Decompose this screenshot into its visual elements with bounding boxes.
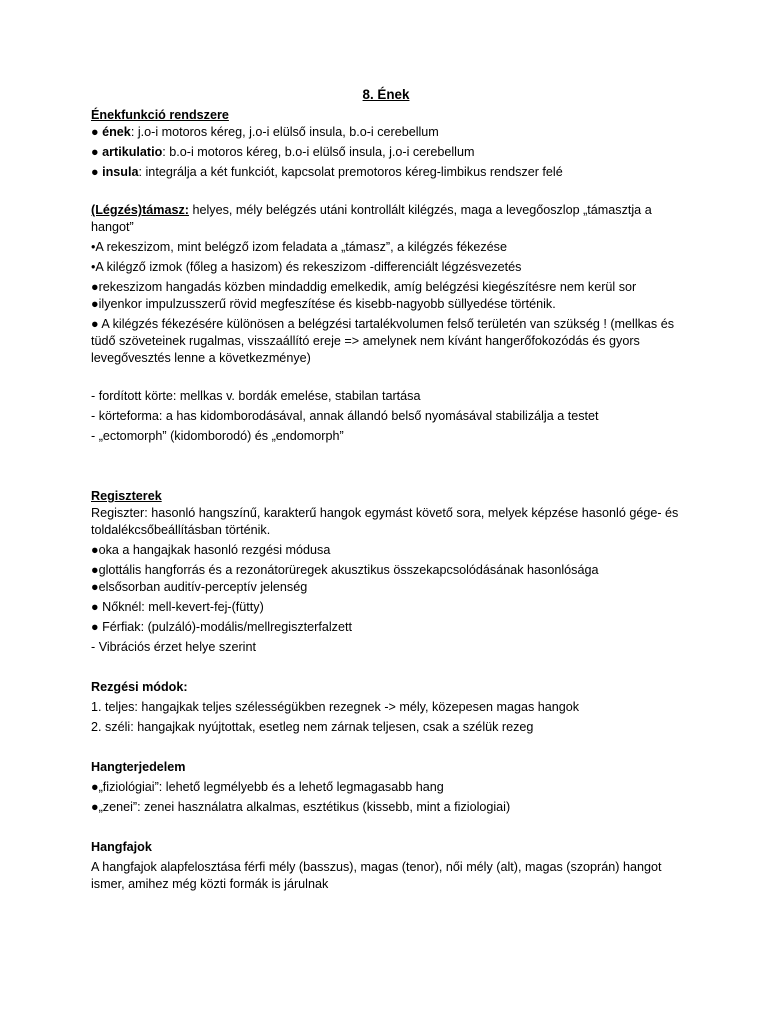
- list-item: - körteforma: a has kidomborodásával, annak állandó belső nyomásával stabilizálja a testet: [91, 409, 599, 423]
- paragraph-regiszter: Regiszter: hasonló hangszínű, karakterű hangok egymást követő sora, melyek képzése hasonló gége- és toldalékcsőbeállításban történik.: [91, 506, 679, 537]
- section-heading-enekfunkcio: Énekfunkció rendszere: [91, 108, 229, 122]
- list-item: - fordított körte: mellkas v. bordák emelése, stabilan tartása: [91, 389, 421, 403]
- section-heading-rezgesi-modok: Rezgési módok:: [91, 680, 188, 694]
- document-body: [91, 86, 681, 896]
- section-heading-hangterjedelem: Hangterjedelem: [91, 760, 186, 774]
- list-item: •A rekeszizom, mint belégző izom feladata a „támasz”, a kilégzés fékezése: [91, 240, 507, 254]
- list-item: ●„fiziológiai”: lehető legmélyebb és a lehető legmagasabb hang: [91, 780, 444, 794]
- list-item: 1. teljes: hangajkak teljes szélességükben rezegnek -> mély, közepesen magas hangok: [91, 700, 580, 714]
- list-item: - „ectomorph” (kidomborodó) és „endomorph”: [91, 429, 344, 443]
- paragraph-tamasz: (Légzés)támasz: helyes, mély belégzés utáni kontrollált kilégzés, maga a levegőoszlop „támasztja a hangot”: [91, 203, 652, 234]
- list-item: - Vibrációs érzet helye szerint: [91, 640, 256, 654]
- section-heading-hangfajok: Hangfajok: [91, 840, 152, 854]
- list-item: ● A kilégzés fékezésére különösen a belégzési tartalékvolumen felső területén van szükség ! (mellkas és tüdő szöveteinek rugalmas, visszaállító ereje => amelynek nem kívánt hangerőfokozódás és gyors levegővesztés lenne a következménye): [91, 317, 675, 365]
- list-item: ●glottális hangforrás és a rezonátorüregek akusztikus összekapcsolódásának hasonlósága: [91, 563, 599, 577]
- section-heading-regiszterek: Regiszterek: [91, 489, 162, 503]
- page-title: 8. Ének: [362, 87, 410, 102]
- list-item: ●elsősorban auditív-perceptív jelenség: [91, 580, 308, 594]
- list-item: •A kilégző izmok (főleg a hasizom) és rekeszizom -differenciált légzésvezetés: [91, 260, 522, 274]
- paragraph-hangfajok: A hangfajok alapfelosztása férfi mély (basszus), magas (tenor), női mély (alt), magas (szoprán) hangot ismer, amihez még közti formák is járulnak: [91, 860, 662, 891]
- list-item: ●„zenei”: zenei használatra alkalmas, esztétikus (kissebb, mint a fiziologiai): [91, 800, 511, 814]
- list-item: ● Nőknél: mell-kevert-fej-(fütty): [91, 600, 264, 614]
- list-item: ● ének: j.o-i motoros kéreg, j.o-i elülső insula, b.o-i cerebellum: [91, 125, 439, 139]
- term-tamasz: (Légzés)támasz:: [91, 203, 189, 217]
- list-item: ● artikulatio: b.o-i motoros kéreg, b.o-i elülső insula, j.o-i cerebellum: [91, 145, 475, 159]
- list-item: 2. széli: hangajkak nyújtottak, esetleg nem zárnak teljesen, csak a szélük rezeg: [91, 720, 534, 734]
- list-item: ●ilyenkor impulzusszerű rövid megfeszítése és kisebb-nagyobb süllyedése történik.: [91, 297, 556, 311]
- list-item: ● insula: integrálja a két funkciót, kapcsolat premotoros kéreg-limbikus rendszer felé: [91, 165, 563, 179]
- list-item: ● Férfiak: (pulzáló)-modális/mellregiszterfalzett: [91, 620, 352, 634]
- list-item: ●oka a hangajkak hasonló rezgési módusa: [91, 543, 331, 557]
- list-item: ●rekeszizom hangadás közben mindaddig emelkedik, amíg belégzési kiegészítésre nem kerül sor: [91, 280, 637, 294]
